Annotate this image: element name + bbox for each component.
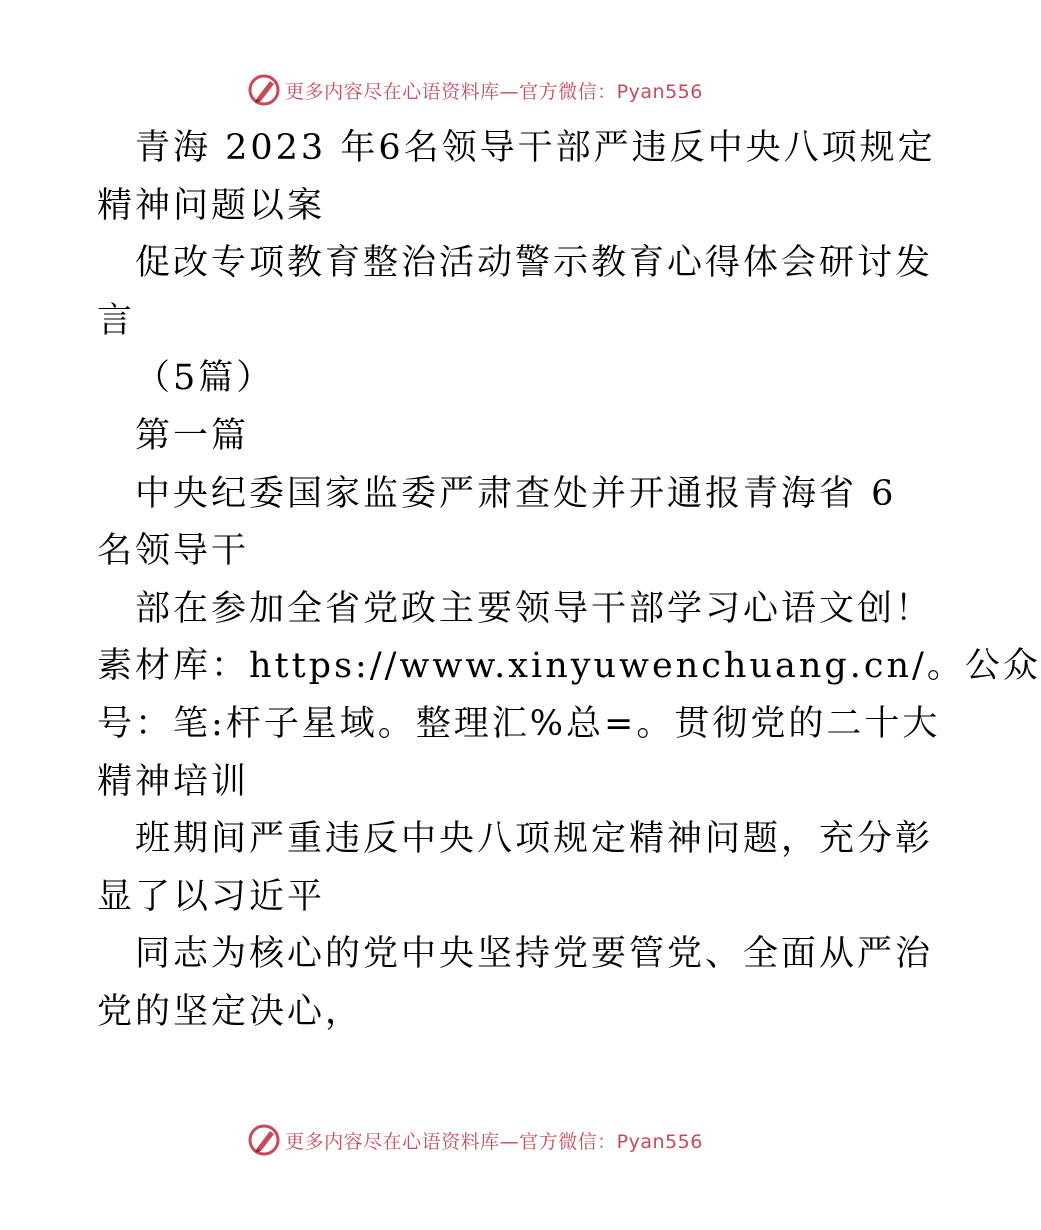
document-body: [97, 120, 1041, 1042]
pen-circle-icon: [247, 73, 281, 107]
paragraph-line: 班期间严重违反中央八项规定精神问题，充分彰: [135, 819, 934, 860]
header-watermark-banner: [0, 70, 950, 110]
section-heading: 第一篇: [135, 415, 250, 456]
paragraph-line: 素材库：https://www.xinyuwenchuang.cn/。公众: [97, 646, 1041, 687]
paragraph-line: 精神培训: [97, 761, 250, 802]
paragraph-line: 党的坚定决心，: [97, 991, 364, 1032]
paragraph-line: 中央纪委国家监委严肃查处并开通报青海省 6: [135, 473, 897, 514]
header-watermark-text: 更多内容尽在心语资料库—官方微信：Pyan556: [285, 80, 703, 103]
title-line-4: 言: [97, 300, 136, 341]
paragraph-line: 名领导干: [97, 531, 250, 572]
footer-watermark-text: 更多内容尽在心语资料库—官方微信：Pyan556: [285, 1130, 703, 1153]
article-count: （5篇）: [135, 358, 275, 399]
title-line-1: 青海 2023 年6名领导干部严违反中央八项规定: [135, 128, 936, 168]
paragraph-line: 显了以习近平: [97, 876, 326, 917]
pen-circle-icon: [247, 1123, 281, 1157]
title-line-2: 精神问题以案: [97, 185, 326, 226]
title-line-3: 促改专项教育整治活动警示教育心得体会研讨发: [135, 243, 934, 284]
paragraph-line: 号：笔:杆子星域。整理汇%总=。贯彻党的二十大: [97, 703, 941, 744]
paragraph-line: 同志为核心的党中央坚持党要管党、全面从严治: [135, 934, 934, 975]
paragraph-line: 部在参加全省党政主要领导干部学习心语文创！: [135, 588, 934, 629]
footer-watermark-banner: [0, 1120, 950, 1160]
